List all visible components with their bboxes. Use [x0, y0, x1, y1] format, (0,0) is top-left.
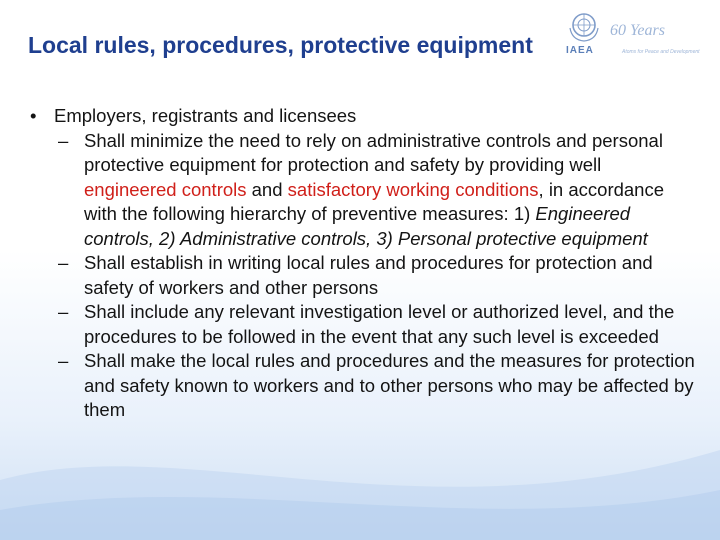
sub-bullet-item — [30, 251, 700, 300]
hierarchy-italic-text: Engineered controls, 2) Administrative controls, 3) Personal protective equipment — [84, 203, 648, 249]
un-emblem-icon — [564, 8, 604, 44]
dash-symbol: – — [58, 350, 69, 371]
highlight-engineered-controls: engineered controls — [84, 178, 247, 200]
highlight-satisfactory-conditions: satisfactory working conditions — [287, 178, 539, 200]
logo-tagline: Atoms for Peace and Development — [622, 49, 700, 55]
slide-body — [30, 104, 700, 423]
sub-bullet-item — [30, 129, 700, 252]
sub-bullet-list — [30, 129, 700, 423]
dash-symbol: – — [58, 301, 69, 322]
slide-title: Local rules, procedures, protective equipment — [28, 32, 533, 58]
sub-bullet-item — [30, 300, 700, 349]
dash-symbol: – — [58, 129, 69, 151]
dash-symbol: – — [58, 252, 69, 273]
logo-years-text: 60 Years — [610, 22, 665, 39]
item-text: and — [246, 178, 288, 200]
item-text: Shall include any relevant investigation level or authorized level, and the procedures to be followed in the event that any such level is exceeded — [84, 301, 675, 347]
item-text: Shall make the local rules and procedures and the measures for protection and safety known to workers and to other persons who may be affected by them — [84, 350, 695, 420]
item-text: Shall establish in writing local rules and procedures for protection and safety of workers and other persons — [84, 252, 653, 298]
sub-bullet-item — [30, 349, 700, 423]
bullet-symbol: • — [30, 105, 37, 126]
item-text: , in accordance with the following hierarchy of preventive measures: 1) — [84, 178, 665, 224]
main-bullet — [30, 104, 700, 129]
iaea-logo — [562, 8, 712, 58]
main-bullet-text: Employers, registrants and licensees — [54, 105, 357, 126]
logo-org-text: IAEA — [566, 45, 594, 56]
item-text: Shall minimize the need to rely on administrative controls and personal protective equipment for protection and safety by providing well — [84, 129, 663, 175]
